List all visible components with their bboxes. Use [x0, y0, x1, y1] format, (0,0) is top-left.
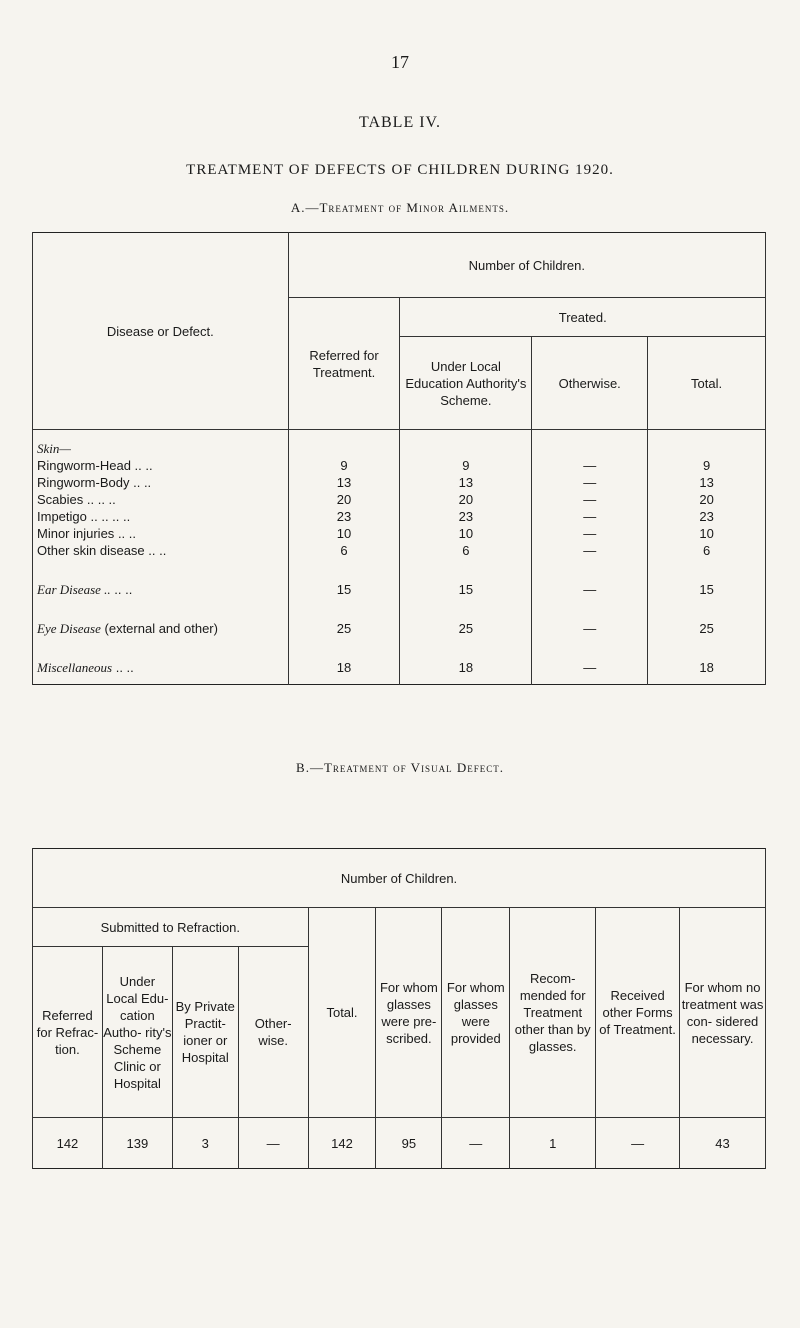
row-name: Minor injuries .. .. [33, 525, 289, 542]
cell-total: 10 [648, 525, 766, 542]
cell-referred: 13 [288, 474, 400, 491]
header-number-of-children: Number of Children. [33, 849, 766, 908]
header-received: Received other Forms of Treatment. [596, 908, 680, 1118]
section-b-title: B.—Treatment of Visual Defect. [296, 760, 504, 775]
cell-otherwise: — [238, 1118, 308, 1169]
row-name: Ear Disease .. .. .. [33, 581, 289, 598]
row-name: Ringworm-Head .. .. [33, 457, 289, 474]
row-name: Miscellaneous .. .. [33, 659, 289, 676]
cell-total: 20 [648, 491, 766, 508]
cell-total: 23 [648, 508, 766, 525]
cell-referred: 25 [288, 620, 400, 637]
cell-otherwise: — [532, 659, 648, 676]
cell-lea: 23 [400, 508, 532, 525]
cell-referred: 23 [288, 508, 400, 525]
row-name: Scabies .. .. .. [33, 491, 289, 508]
cell-provided: — [442, 1118, 510, 1169]
header-referred: Referred for Treatment. [288, 298, 400, 430]
cell-otherwise: — [532, 542, 648, 559]
header-under-local: Under Local Edu- cation Autho- rity's Scheme Clinic or Hospital [102, 947, 172, 1118]
table-row [33, 508, 766, 525]
table-row [33, 525, 766, 542]
cell-total: 13 [648, 474, 766, 491]
cell-received: — [596, 1118, 680, 1169]
table-row [33, 659, 766, 676]
table-row [33, 491, 766, 508]
row-name: Other skin disease .. .. [33, 542, 289, 559]
cell-total: 18 [648, 659, 766, 676]
row-name: Impetigo .. .. .. .. [33, 508, 289, 525]
cell-lea: 10 [400, 525, 532, 542]
header-submitted: Submitted to Refraction. [33, 908, 309, 947]
cell-under-local: 139 [102, 1118, 172, 1169]
section-a-title: A.—Treatment of Minor Ailments. [290, 200, 510, 215]
cell-otherwise: — [532, 508, 648, 525]
cell-lea: 6 [400, 542, 532, 559]
header-total: Total. [308, 908, 376, 1118]
page-title: TREATMENT OF DEFECTS OF CHILDREN DURING 1920. [186, 162, 614, 178]
header-provided: For whom glasses were provided [442, 908, 510, 1118]
skin-label: Skin— [33, 440, 289, 457]
table-row [33, 474, 766, 491]
minor-ailments-table [32, 232, 766, 685]
cell-referred: 20 [288, 491, 400, 508]
cell-lea: 13 [400, 474, 532, 491]
cell-otherwise: — [532, 620, 648, 637]
cell-referred: 6 [288, 542, 400, 559]
header-disease: Disease or Defect. [33, 233, 289, 430]
header-referred: Referred for Refrac- tion. [33, 947, 103, 1118]
visual-defect-table [32, 848, 766, 1169]
cell-total: 142 [308, 1118, 376, 1169]
cell-otherwise: — [532, 491, 648, 508]
table-row [33, 457, 766, 474]
table-label: TABLE IV. [358, 114, 442, 131]
header-prescribed: For whom glasses were pre- scribed. [376, 908, 442, 1118]
cell-otherwise: — [532, 474, 648, 491]
cell-otherwise: — [532, 581, 648, 598]
table-row [33, 1118, 766, 1169]
cell-no-treatment: 43 [680, 1118, 766, 1169]
cell-referred: 9 [288, 457, 400, 474]
table-row [33, 581, 766, 598]
cell-referred: 15 [288, 581, 400, 598]
cell-recommended: 1 [510, 1118, 596, 1169]
table-row [33, 440, 766, 457]
row-name: Ringworm-Body .. .. [33, 474, 289, 491]
cell-lea: 20 [400, 491, 532, 508]
row-name: Eye Disease (external and other) [33, 620, 289, 637]
header-otherwise: Other- wise. [238, 947, 308, 1118]
header-otherwise: Otherwise. [532, 337, 648, 430]
cell-referred: 142 [33, 1118, 103, 1169]
cell-otherwise: — [532, 457, 648, 474]
cell-prescribed: 95 [376, 1118, 442, 1169]
cell-lea: 9 [400, 457, 532, 474]
cell-lea: 18 [400, 659, 532, 676]
cell-lea: 25 [400, 620, 532, 637]
table-row [33, 620, 766, 637]
header-total: Total. [648, 337, 766, 430]
cell-referred: 10 [288, 525, 400, 542]
header-recommended: Recom- mended for Treatment other than by glasses. [510, 908, 596, 1118]
cell-total: 25 [648, 620, 766, 637]
header-no-treatment: For whom no treatment was con- sidered necessary. [680, 908, 766, 1118]
header-under-lea: Under Local Education Authority's Scheme. [400, 337, 532, 430]
header-number-of-children: Number of Children. [288, 233, 765, 298]
table-row [33, 542, 766, 559]
cell-otherwise: — [532, 525, 648, 542]
cell-total: 6 [648, 542, 766, 559]
header-treated: Treated. [400, 298, 766, 337]
cell-total: 9 [648, 457, 766, 474]
cell-referred: 18 [288, 659, 400, 676]
cell-by-private: 3 [172, 1118, 238, 1169]
page-number: 17 [391, 52, 409, 72]
header-by-private: By Private Practit- ioner or Hospital [172, 947, 238, 1118]
cell-total: 15 [648, 581, 766, 598]
cell-lea: 15 [400, 581, 532, 598]
